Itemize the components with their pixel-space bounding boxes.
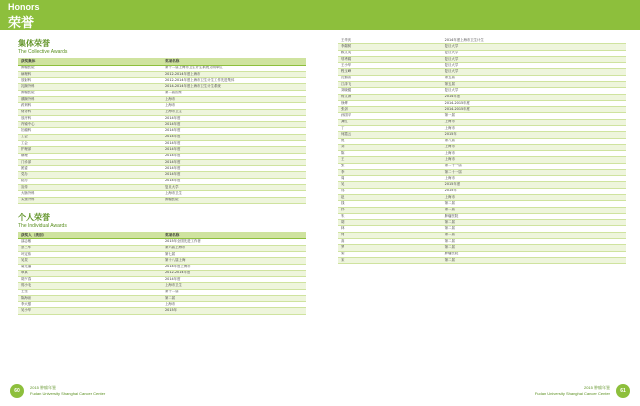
award-name-cell: 复旦大学: [442, 44, 626, 50]
individual-title-en: The Individual Awards: [18, 222, 67, 229]
awardee-cell: 虞先濬: [18, 264, 162, 270]
award-name-cell: 2014年度: [162, 140, 306, 146]
award-name-cell: 2012-2014年度: [162, 270, 306, 276]
header-title-cn: 荣誉: [8, 16, 35, 31]
individual-title-cn: 个人荣誉: [18, 212, 50, 222]
awardee-cell: 胡夕春: [18, 277, 162, 283]
award-name-cell: 第二届: [162, 295, 306, 301]
awardee-cell: 程玉峰: [338, 69, 442, 75]
individual-table-body: [18, 239, 306, 314]
award-name-cell: 上海市: [162, 103, 306, 109]
award-name-cell: 第二十一届: [442, 169, 626, 175]
awardee-cell: 放疗科: [18, 115, 162, 121]
awardee-cell: 病理科: [18, 71, 162, 77]
award-name-cell: 第二届: [442, 201, 626, 207]
awardee-cell: 何: [338, 232, 442, 238]
footer-right-text: [535, 385, 610, 396]
awardee-cell: 工会: [18, 134, 162, 140]
award-name-cell: 上海市: [442, 176, 626, 182]
award-name-cell: 2014年度: [162, 147, 306, 153]
awardee-cell: 内镜中心: [18, 122, 162, 128]
awardee-cell: 张剑: [338, 107, 442, 113]
award-name-cell: 上海市卫生: [162, 191, 306, 197]
awardee-cell: 沈镇宙: [338, 75, 442, 81]
award-name-cell: 2015年全国先进工作者: [162, 239, 306, 245]
awardee-cell: 刘晓健: [338, 88, 442, 94]
awardee-cell: 胡: [338, 220, 442, 226]
award-name-cell: 上海市卫生: [162, 283, 306, 289]
awardee-cell: 宋: [338, 257, 442, 263]
award-name-cell: 复旦大学: [442, 63, 626, 69]
award-name-cell: 2012-2014年度上海市卫生计生工作先进集体: [162, 78, 306, 84]
awardee-cell: 吴小华: [18, 308, 162, 314]
individual-col-header-2: 奖项名称: [162, 232, 306, 239]
awardee-cell: 陈: [338, 151, 442, 157]
award-name-cell: 复旦大学: [442, 69, 626, 75]
awardee-cell: 工会: [18, 140, 162, 146]
award-name-cell: 2014-2014年度上海市卫生计生系统: [162, 84, 306, 90]
footer-right-subtitle: Fudan University Shanghai Cancer Center: [534, 391, 610, 396]
award-name-cell: 第二届: [442, 245, 626, 251]
table-row: [338, 257, 626, 263]
awardee-cell: 孙: [338, 207, 442, 213]
page-number-left: 60: [10, 384, 24, 398]
award-name-cell: 2014年度: [162, 134, 306, 140]
award-name-cell: 上海市: [442, 125, 626, 131]
award-name-cell: 2014-2015年度: [442, 100, 626, 106]
awardee-cell: 乳腺外科: [18, 84, 162, 90]
awardee-cell: 病理: [18, 153, 162, 159]
footer-left-subtitle: Fudan University Shanghai Cancer Center: [30, 391, 106, 396]
awardee-cell: 药剂科: [18, 103, 162, 109]
award-name-cell: 2014年度: [162, 178, 306, 184]
awardee-cell: 头颈外科: [18, 197, 162, 203]
right-table: [338, 38, 626, 264]
award-name-cell: 第一届: [442, 113, 626, 119]
award-name-cell: 第十二届: [162, 289, 306, 295]
individual-table: [18, 232, 306, 315]
awardee-cell: 王小华: [338, 63, 442, 69]
award-name-cell: 复旦大学: [442, 88, 626, 94]
award-name-cell: 第八届: [442, 138, 626, 144]
awardee-cell: 刘: [338, 144, 442, 150]
footer-right: [320, 382, 640, 402]
individual-col-header-1: 获奖人（类别）: [18, 232, 162, 239]
award-name-cell: 2015年: [442, 132, 626, 138]
header-title-en: Honors: [8, 2, 40, 12]
award-name-cell: 第二届: [442, 226, 626, 232]
award-name-cell: 2014年度: [162, 122, 306, 128]
award-name-cell: 第二届国家: [162, 90, 306, 96]
awardee-cell: 钱: [338, 201, 442, 207]
awardee-cell: 高: [338, 239, 442, 245]
awardee-cell: 李: [338, 169, 442, 175]
table-row: [18, 197, 306, 203]
award-name-cell: 第七届: [162, 251, 306, 257]
awardee-cell: 吴炅: [18, 258, 162, 264]
awardee-cell: 妇瘤科: [18, 128, 162, 134]
awardee-cell: 吴: [338, 182, 442, 188]
awardee-cell: 护理部: [18, 147, 162, 153]
award-name-cell: 2014年度: [162, 172, 306, 178]
awardee-cell: 财务科: [18, 109, 162, 115]
awardee-cell: 顾文英: [338, 50, 442, 56]
award-name-cell: 2014年度上海市: [162, 264, 306, 270]
awardee-cell: 王华庆: [338, 38, 442, 44]
award-name-cell: 第二届: [442, 207, 626, 213]
award-name-cell: 上海市卫生: [162, 109, 306, 115]
award-name-cell: 上海市: [442, 195, 626, 201]
awardee-cell: 胰腺外科: [18, 97, 162, 103]
awardee-cell: 肿瘤医院: [18, 90, 162, 96]
award-name-cell: 上海市: [442, 151, 626, 157]
awardee-cell: 大肠外科: [18, 191, 162, 197]
award-name-cell: 上海市: [442, 157, 626, 163]
award-name-cell: 2014年度上海市卫生计生: [442, 38, 626, 44]
awardee-cell: 杨文涛: [338, 94, 442, 100]
award-name-cell: 2012-2014年度上海市: [162, 71, 306, 77]
award-name-cell: 2014-2015年度: [442, 107, 626, 113]
award-name-cell: 2015年: [442, 188, 626, 194]
award-name-cell: 第十八届上海: [162, 258, 306, 264]
award-name-cell: 2015年: [162, 308, 306, 314]
collective-title-en: The Collective Awards: [18, 49, 68, 55]
awardee-cell: 章真: [18, 270, 162, 276]
awardee-cell: 倪: [338, 138, 442, 144]
award-name-cell: 2014年度: [162, 277, 306, 283]
awardee-cell: 肿瘤医院: [18, 65, 162, 71]
award-name-cell: 第五届: [442, 81, 626, 87]
awardee-cell: 张: [338, 163, 442, 169]
awardee-cell: 丁: [338, 125, 442, 131]
awardee-cell: 邬秀娟: [338, 56, 442, 62]
awardee-cell: 放射科: [18, 78, 162, 84]
awardee-cell: 郑: [338, 188, 442, 194]
award-name-cell: 第二届: [442, 232, 626, 238]
footer-left: [0, 382, 320, 402]
awardee-cell: 蔡三军: [18, 245, 162, 251]
award-name-cell: 2014年度: [162, 128, 306, 134]
awardee-cell: 周: [338, 176, 442, 182]
awardee-cell: 龚红: [338, 119, 442, 125]
award-name-cell: 第五届: [442, 75, 626, 81]
award-name-cell: 复旦大学: [162, 184, 306, 190]
awardee-cell: 江泽飞: [338, 81, 442, 87]
award-name-cell: 上海市: [162, 302, 306, 308]
collective-table: [18, 58, 306, 204]
awardee-cell: 孙国平: [338, 113, 442, 119]
collective-title-cn: 集体荣誉: [18, 39, 50, 48]
award-name-cell: 2014年度: [162, 153, 306, 159]
awardee-cell: 林: [338, 226, 442, 232]
awardee-cell: 叶定伟: [18, 251, 162, 257]
award-name-cell: 肿瘤医院: [162, 197, 306, 203]
award-name-cell: 2014年度: [162, 115, 306, 121]
awardee-cell: 团委: [18, 166, 162, 172]
right-page: [338, 38, 626, 368]
award-name-cell: 第二十一届: [442, 163, 626, 169]
collective-table-body: [18, 65, 306, 203]
right-table-body: [338, 38, 626, 264]
award-name-cell: 复旦大学: [442, 56, 626, 62]
award-name-cell: 上海市: [442, 119, 626, 125]
awardee-cell: 党办: [18, 172, 162, 178]
awardee-cell: 郭小毛: [18, 283, 162, 289]
left-page: [18, 38, 306, 368]
footer-left-text: [30, 385, 105, 396]
awardee-cell: 李端树: [338, 44, 442, 50]
awardee-cell: 院办: [18, 178, 162, 184]
awardee-cell: 王坚: [18, 289, 162, 295]
awardee-cell: 徐烨: [338, 100, 442, 106]
award-name-cell: 第二届: [442, 220, 626, 226]
award-name-cell: 2014年度: [162, 159, 306, 165]
awardee-cell: 李大强: [18, 302, 162, 308]
award-name-cell: 2014年度: [162, 166, 306, 172]
page-number-right: 61: [616, 384, 630, 398]
award-name-cell: 第十二届上海市卫生计生系统文明单位: [162, 65, 306, 71]
header-bar: [0, 0, 640, 30]
awardee-cell: 梁: [338, 251, 442, 257]
awardee-cell: 赵: [338, 195, 442, 201]
table-row: [18, 308, 306, 314]
award-name-cell: 第二届: [442, 257, 626, 263]
awardee-cell: 宣传: [18, 184, 162, 190]
award-name-cell: 上海市: [442, 144, 626, 150]
awardee-cell: 罗: [338, 245, 442, 251]
awardee-cell: 邵志敏: [18, 239, 162, 245]
awardee-cell: 门诊部: [18, 159, 162, 165]
award-name-cell: 肿瘤医院: [442, 251, 626, 257]
awardee-cell: 王: [338, 157, 442, 163]
awardee-cell: 陈海泉: [18, 295, 162, 301]
collective-col-header-2: 奖项名称: [162, 58, 306, 65]
award-name-cell: 2015年度: [442, 182, 626, 188]
award-name-cell: 第二届: [442, 239, 626, 245]
awardee-cell: 何霞云: [338, 132, 442, 138]
footer-right-title: 2015 肿瘤年鉴: [583, 385, 610, 390]
awardee-cell: 朱: [338, 213, 442, 219]
award-name-cell: 第六届上海市: [162, 245, 306, 251]
collective-col-header-1: 获奖集体: [18, 58, 162, 65]
footer-left-title: 2015 肿瘤年鉴: [30, 385, 57, 390]
award-name-cell: 2014年度: [442, 94, 626, 100]
award-name-cell: 复旦大学: [442, 50, 626, 56]
award-name-cell: 肿瘤医院: [442, 213, 626, 219]
award-name-cell: 上海市: [162, 97, 306, 103]
